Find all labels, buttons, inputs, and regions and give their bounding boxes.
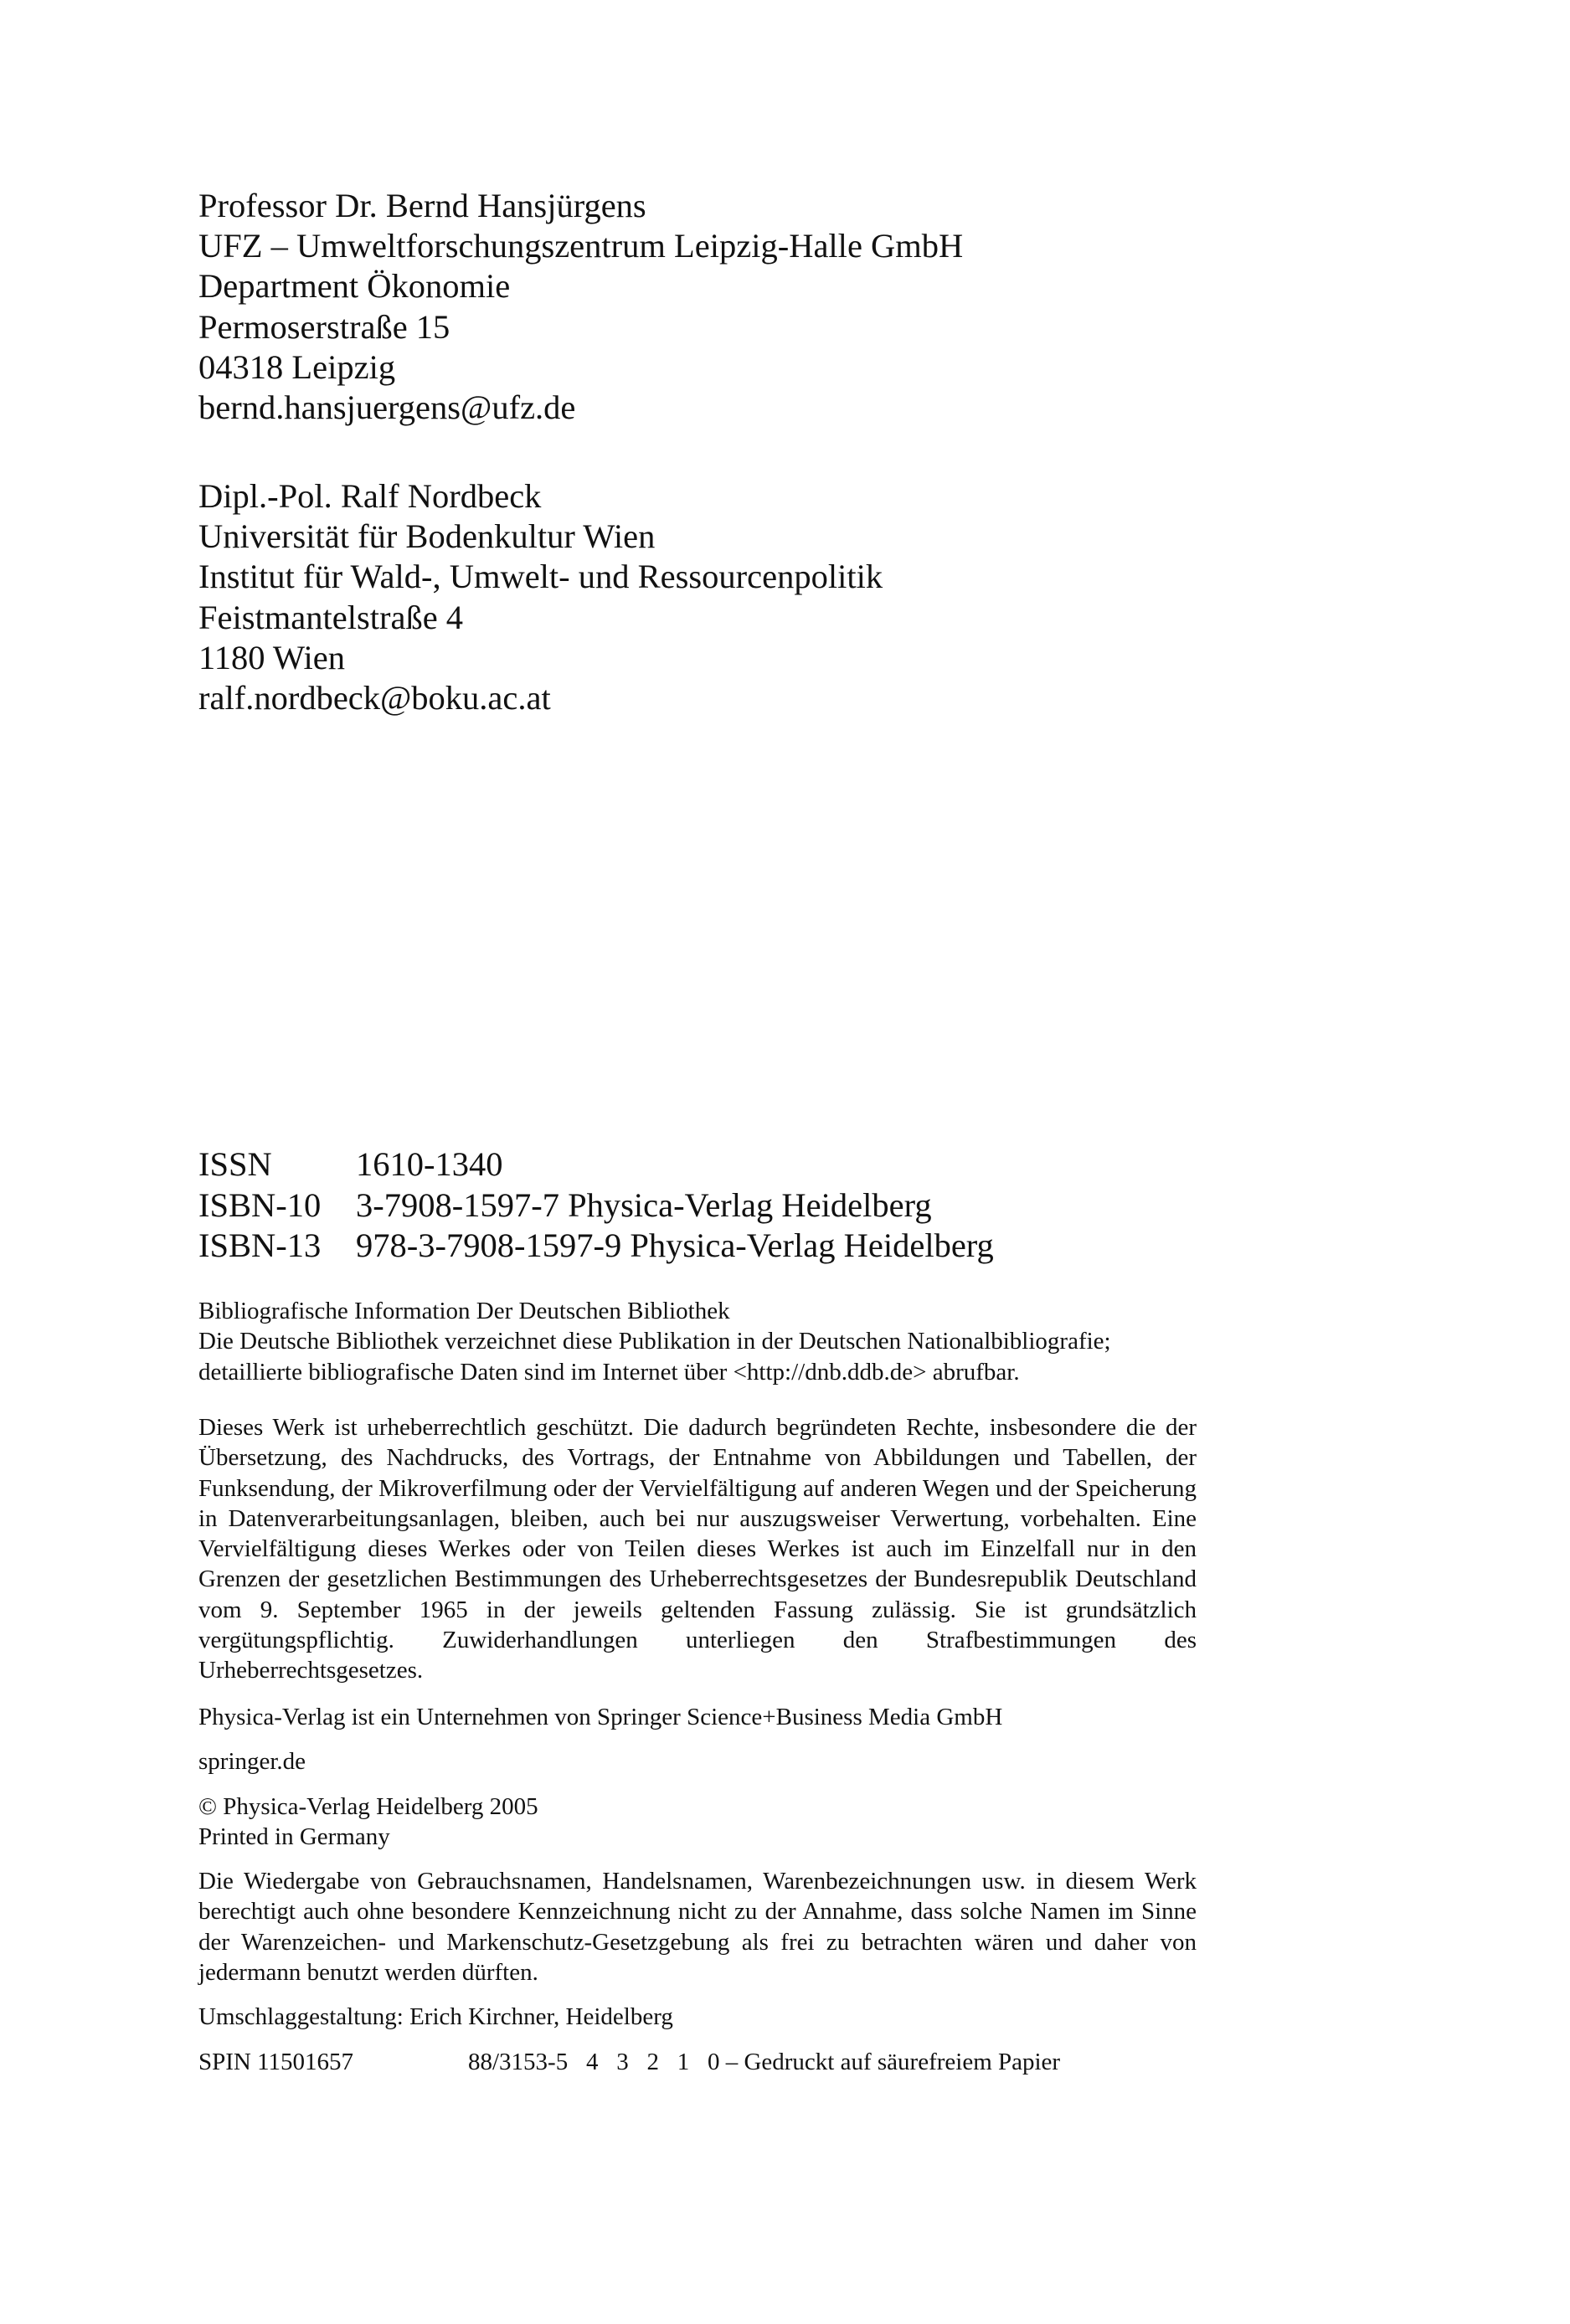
cover-design: Umschlaggestaltung: Erich Kirchner, Heidelberg (198, 2003, 673, 2031)
copyright-notice (198, 1412, 1197, 1686)
author-email: bernd.hansjuergens@ufz.de (198, 388, 576, 427)
bibliographic-text: Die Deutsche Bibliothek verzeichnet diese Publikation in der Deutschen Nationalbibliografie; detaillierte bibliografische Daten sind im Internet über <http://dnb.ddb.de> abrufbar. (198, 1328, 1111, 1386)
author-address-nordbeck (198, 476, 883, 718)
author-street: Permoserstraße 15 (198, 307, 450, 346)
author-institution: UFZ – Umweltforschungszentrum Leipzig-Halle GmbH (198, 227, 964, 265)
identifier-label: ISBN-13 (198, 1226, 322, 1264)
author-address-hansjuergens (198, 186, 963, 428)
isbn13-row (198, 1226, 994, 1267)
spin-line (198, 2047, 1197, 2077)
identifier-value: 3-7908-1597-7 Physica-Verlag Heidelberg (356, 1185, 932, 1224)
author-street: Feistmantelstraße 4 (198, 598, 464, 636)
print-code: 88/3153-5 4 3 2 1 0 – Gedruckt auf säurefreiem Papier (468, 2048, 1061, 2075)
author-city: 04318 Leipzig (198, 347, 396, 386)
identifier-value: 978-3-7908-1597-9 Physica-Verlag Heidelberg (356, 1226, 994, 1264)
author-department: Department Ökonomie (198, 267, 511, 306)
identifier-value: 1610-1340 (356, 1145, 503, 1183)
author-city: 1180 Wien (198, 638, 345, 676)
spin-number: SPIN 11501657 (198, 2048, 354, 2075)
issn-row (198, 1144, 994, 1185)
publication-details (198, 1702, 1197, 2091)
copyright-line: © Physica-Verlag Heidelberg 2005 (198, 1792, 538, 1820)
author-name: Professor Dr. Bernd Hansjürgens (198, 187, 646, 224)
website: springer.de (198, 1748, 306, 1776)
publisher-note: Physica-Verlag ist ein Unternehmen von Springer Science+Business Media GmbH (198, 1704, 1003, 1730)
author-institution: Universität für Bodenkultur Wien (198, 517, 656, 556)
bibliographic-heading: Bibliografische Information Der Deutschen Bibliothek (198, 1298, 730, 1324)
author-department: Institut für Wald-, Umwelt- und Ressourcenpolitik (198, 558, 883, 596)
author-email: ralf.nordbeck@boku.ac.at (198, 679, 551, 717)
identifier-label: ISSN (198, 1145, 272, 1183)
identifier-label: ISBN-10 (198, 1185, 322, 1224)
trademark-notice: Die Wiedergabe von Gebrauchsnamen, Handelsnamen, Warenbezeichnungen usw. in diesem Werk berechtigt auch ohne besondere Kennzeichnung nicht zu der Annahme, dass solche Namen im Sinne der Warenzeichen- und Markenschutz-Gesetzgebung als frei zu betrachten wären und daher von jedermann benutzt werden dürften. (198, 1868, 1197, 1987)
printed-in: Printed in Germany (198, 1823, 390, 1850)
identifier-block (198, 1144, 994, 1267)
author-name: Dipl.-Pol. Ralf Nordbeck (198, 477, 542, 515)
isbn10-row (198, 1185, 994, 1226)
copyright-notice-text: Dieses Werk ist urheberrechtlich geschützt. Die dadurch begründeten Rechte, insbesondere die der Übersetzung, des Nachdrucks, des Vortrags, der Entnahme von Abbildungen und Tabellen, der Funksendung, der Mikroverfilmung oder der Vervielfältigung auf anderen Wegen und der Speicherung in Datenverarbeitungsanlagen, bleiben, auch bei nur auszugsweiser Verwertung, vorbehalten. Eine Vervielfältigung dieses Werkes oder von Teilen dieses Werkes ist auch im Einzelfall nur in den Grenzen der gesetzlichen Bestimmungen des Urheberrechtsgesetzes der Bundesrepublik Deutschland vom 9. September 1965 in der jeweils geltenden Fassung zulässig. Sie ist grundsätzlich vergütungspflichtig. Zuwiderhandlungen unterliegen den Strafbestimmungen des Urheberrechtsgesetzes. (198, 1414, 1197, 1684)
bibliographic-info (198, 1296, 1197, 1387)
